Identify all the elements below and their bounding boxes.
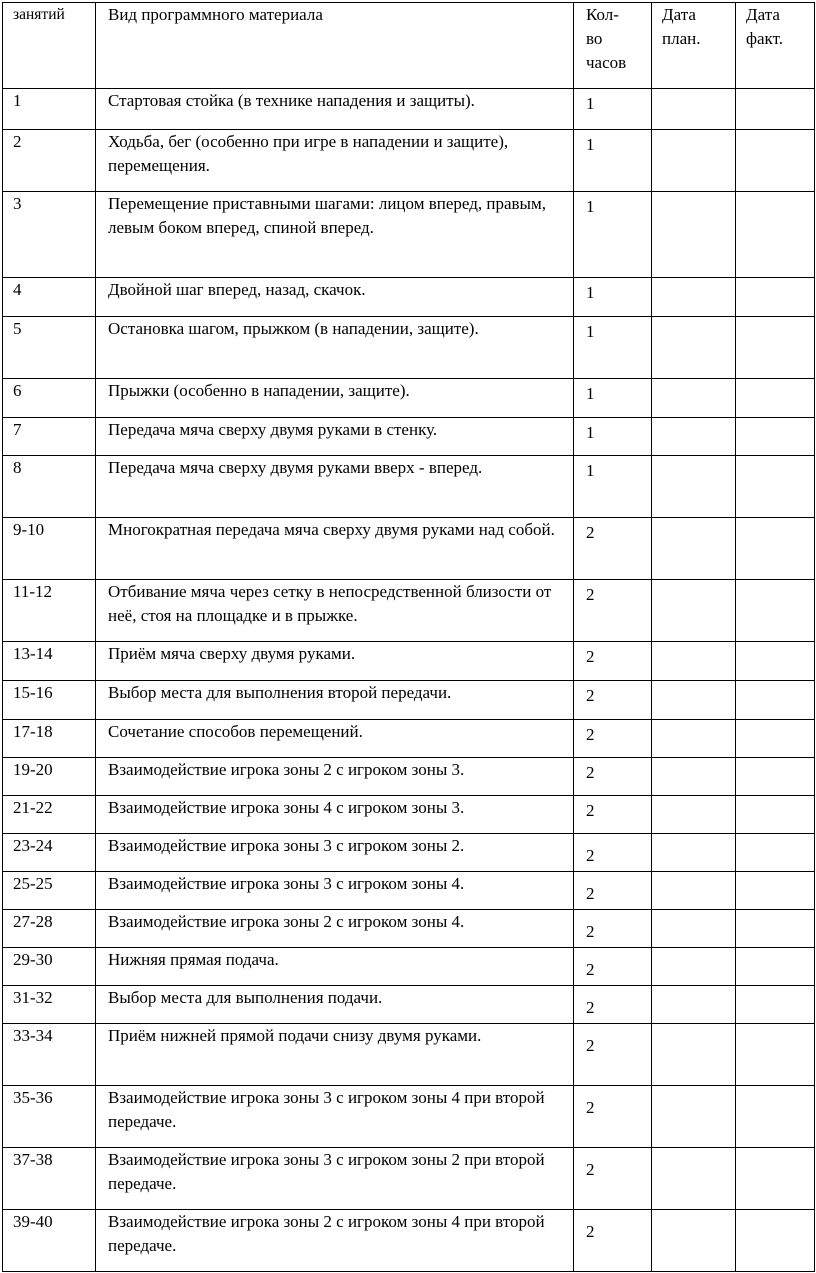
hours-cell: 2	[574, 948, 652, 986]
date-planned-cell	[652, 1210, 736, 1272]
table-row	[3, 1148, 815, 1210]
table-row	[3, 1210, 815, 1272]
hours-cell: 2	[574, 580, 652, 642]
date-planned-cell	[652, 834, 736, 872]
hours-cell: 2	[574, 1086, 652, 1148]
topic-cell: Взаимодействие игрока зоны 3 с игроком зоны 4.	[96, 872, 574, 910]
table-row	[3, 580, 815, 642]
date-actual-cell	[736, 796, 815, 834]
hours-cell: 2	[574, 681, 652, 720]
hours-cell: 2	[574, 758, 652, 796]
date-actual-cell	[736, 1024, 815, 1086]
lesson-number-cell: 9-10	[3, 518, 96, 580]
topic-cell: Отбивание мяча через сетку в непосредственной близости от неё, стоя на площадке и в прыжке.	[96, 580, 574, 642]
hours-cell: 1	[574, 278, 652, 317]
date-planned-cell	[652, 758, 736, 796]
date-planned-cell	[652, 192, 736, 278]
table-row	[3, 986, 815, 1024]
lesson-number-cell: 19-20	[3, 758, 96, 796]
hours-cell: 2	[574, 910, 652, 948]
table-row	[3, 642, 815, 681]
hours-cell: 1	[574, 418, 652, 456]
table-row	[3, 720, 815, 758]
date-actual-cell	[736, 681, 815, 720]
lesson-number-cell: 37-38	[3, 1148, 96, 1210]
lesson-number-cell: 31-32	[3, 986, 96, 1024]
date-actual-cell	[736, 456, 815, 518]
date-planned-cell	[652, 948, 736, 986]
table-row	[3, 758, 815, 796]
topic-cell: Взаимодействие игрока зоны 2 с игроком зоны 4.	[96, 910, 574, 948]
date-actual-cell	[736, 1086, 815, 1148]
date-planned-cell	[652, 418, 736, 456]
date-actual-cell	[736, 130, 815, 192]
header-topic: Вид программного материала	[96, 3, 574, 89]
date-planned-cell	[652, 986, 736, 1024]
lesson-number-cell: 3	[3, 192, 96, 278]
date-planned-cell	[652, 518, 736, 580]
lesson-number-cell: 15-16	[3, 681, 96, 720]
date-actual-cell	[736, 910, 815, 948]
header-hours: Кол- во часов	[574, 3, 652, 89]
date-planned-cell	[652, 130, 736, 192]
date-planned-cell	[652, 379, 736, 418]
table-row	[3, 518, 815, 580]
date-actual-cell	[736, 1148, 815, 1210]
lesson-number-cell: 5	[3, 317, 96, 379]
lesson-number-cell: 39-40	[3, 1210, 96, 1272]
date-actual-cell	[736, 278, 815, 317]
lesson-number-cell: 8	[3, 456, 96, 518]
table-row	[3, 130, 815, 192]
header-row	[3, 3, 815, 89]
topic-cell: Двойной шаг вперед, назад, скачок.	[96, 278, 574, 317]
table-row	[3, 317, 815, 379]
date-actual-cell	[736, 758, 815, 796]
hours-cell: 1	[574, 379, 652, 418]
date-planned-cell	[652, 580, 736, 642]
date-actual-cell	[736, 379, 815, 418]
hours-cell: 1	[574, 192, 652, 278]
lesson-number-cell: 13-14	[3, 642, 96, 681]
header-lesson-number: занятий	[3, 3, 96, 89]
topic-cell: Выбор места для выполнения подачи.	[96, 986, 574, 1024]
table-row	[3, 89, 815, 130]
lesson-number-cell: 27-28	[3, 910, 96, 948]
lesson-number-cell: 21-22	[3, 796, 96, 834]
topic-cell: Перемещение приставными шагами: лицом вперед, правым, левым боком вперед, спиной вперед.	[96, 192, 574, 278]
date-actual-cell	[736, 518, 815, 580]
date-actual-cell	[736, 418, 815, 456]
topic-cell: Приём мяча сверху двумя руками.	[96, 642, 574, 681]
lesson-number-cell: 1	[3, 89, 96, 130]
date-planned-cell	[652, 1148, 736, 1210]
hours-cell: 2	[574, 1024, 652, 1086]
topic-cell: Выбор места для выполнения второй передачи.	[96, 681, 574, 720]
lesson-number-cell: 25-25	[3, 872, 96, 910]
date-actual-cell	[736, 986, 815, 1024]
lesson-number-cell: 2	[3, 130, 96, 192]
table-row	[3, 418, 815, 456]
lesson-number-cell: 33-34	[3, 1024, 96, 1086]
date-actual-cell	[736, 720, 815, 758]
table-row	[3, 192, 815, 278]
hours-cell: 2	[574, 642, 652, 681]
table-row	[3, 1086, 815, 1148]
hours-cell: 2	[574, 986, 652, 1024]
topic-cell: Приём нижней прямой подачи снизу двумя руками.	[96, 1024, 574, 1086]
date-planned-cell	[652, 796, 736, 834]
date-planned-cell	[652, 681, 736, 720]
topic-cell: Взаимодействие игрока зоны 2 с игроком зоны 4 при второй передаче.	[96, 1210, 574, 1272]
date-actual-cell	[736, 872, 815, 910]
date-planned-cell	[652, 1024, 736, 1086]
date-actual-cell	[736, 89, 815, 130]
table-row	[3, 834, 815, 872]
hours-cell: 2	[574, 796, 652, 834]
topic-cell: Передача мяча сверху двумя руками в стенку.	[96, 418, 574, 456]
date-planned-cell	[652, 872, 736, 910]
topic-cell: Многократная передача мяча сверху двумя руками над собой.	[96, 518, 574, 580]
topic-cell: Взаимодействие игрока зоны 2 с игроком зоны 3.	[96, 758, 574, 796]
table-row	[3, 1024, 815, 1086]
lesson-number-cell: 11-12	[3, 580, 96, 642]
header-date-planned: Дата план.	[652, 3, 736, 89]
table-row	[3, 379, 815, 418]
header-date-actual: Дата факт.	[736, 3, 815, 89]
date-actual-cell	[736, 834, 815, 872]
hours-cell: 2	[574, 518, 652, 580]
topic-cell: Стартовая стойка (в технике нападения и защиты).	[96, 89, 574, 130]
date-planned-cell	[652, 910, 736, 948]
date-planned-cell	[652, 317, 736, 379]
date-planned-cell	[652, 1086, 736, 1148]
table-body	[3, 3, 815, 1272]
hours-cell: 1	[574, 130, 652, 192]
lesson-number-cell: 35-36	[3, 1086, 96, 1148]
date-actual-cell	[736, 948, 815, 986]
table-row	[3, 910, 815, 948]
hours-cell: 2	[574, 872, 652, 910]
date-actual-cell	[736, 317, 815, 379]
table-row	[3, 948, 815, 986]
hours-cell: 1	[574, 317, 652, 379]
topic-cell: Остановка шагом, прыжком (в нападении, защите).	[96, 317, 574, 379]
table-row	[3, 872, 815, 910]
lesson-number-cell: 29-30	[3, 948, 96, 986]
lesson-plan-table	[2, 2, 815, 1272]
date-actual-cell	[736, 192, 815, 278]
table-row	[3, 796, 815, 834]
topic-cell: Ходьба, бег (особенно при игре в нападении и защите), перемещения.	[96, 130, 574, 192]
topic-cell: Взаимодействие игрока зоны 3 с игроком зоны 2 при второй передаче.	[96, 1148, 574, 1210]
topic-cell: Нижняя прямая подача.	[96, 948, 574, 986]
hours-cell: 1	[574, 89, 652, 130]
date-actual-cell	[736, 580, 815, 642]
hours-cell: 2	[574, 834, 652, 872]
topic-cell: Передача мяча сверху двумя руками вверх - вперед.	[96, 456, 574, 518]
hours-cell: 2	[574, 1210, 652, 1272]
hours-cell: 1	[574, 456, 652, 518]
table-row	[3, 278, 815, 317]
topic-cell: Взаимодействие игрока зоны 3 с игроком зоны 4 при второй передаче.	[96, 1086, 574, 1148]
topic-cell: Сочетание способов перемещений.	[96, 720, 574, 758]
date-planned-cell	[652, 642, 736, 681]
date-actual-cell	[736, 1210, 815, 1272]
topic-cell: Взаимодействие игрока зоны 3 с игроком зоны 2.	[96, 834, 574, 872]
topic-cell: Взаимодействие игрока зоны 4 с игроком зоны 3.	[96, 796, 574, 834]
hours-cell: 2	[574, 720, 652, 758]
lesson-number-cell: 4	[3, 278, 96, 317]
lesson-number-cell: 6	[3, 379, 96, 418]
topic-cell: Прыжки (особенно в нападении, защите).	[96, 379, 574, 418]
table-row	[3, 456, 815, 518]
hours-cell: 2	[574, 1148, 652, 1210]
date-actual-cell	[736, 642, 815, 681]
lesson-number-cell: 7	[3, 418, 96, 456]
date-planned-cell	[652, 89, 736, 130]
date-planned-cell	[652, 456, 736, 518]
date-planned-cell	[652, 278, 736, 317]
table-row	[3, 681, 815, 720]
lesson-number-cell: 23-24	[3, 834, 96, 872]
date-planned-cell	[652, 720, 736, 758]
lesson-number-cell: 17-18	[3, 720, 96, 758]
